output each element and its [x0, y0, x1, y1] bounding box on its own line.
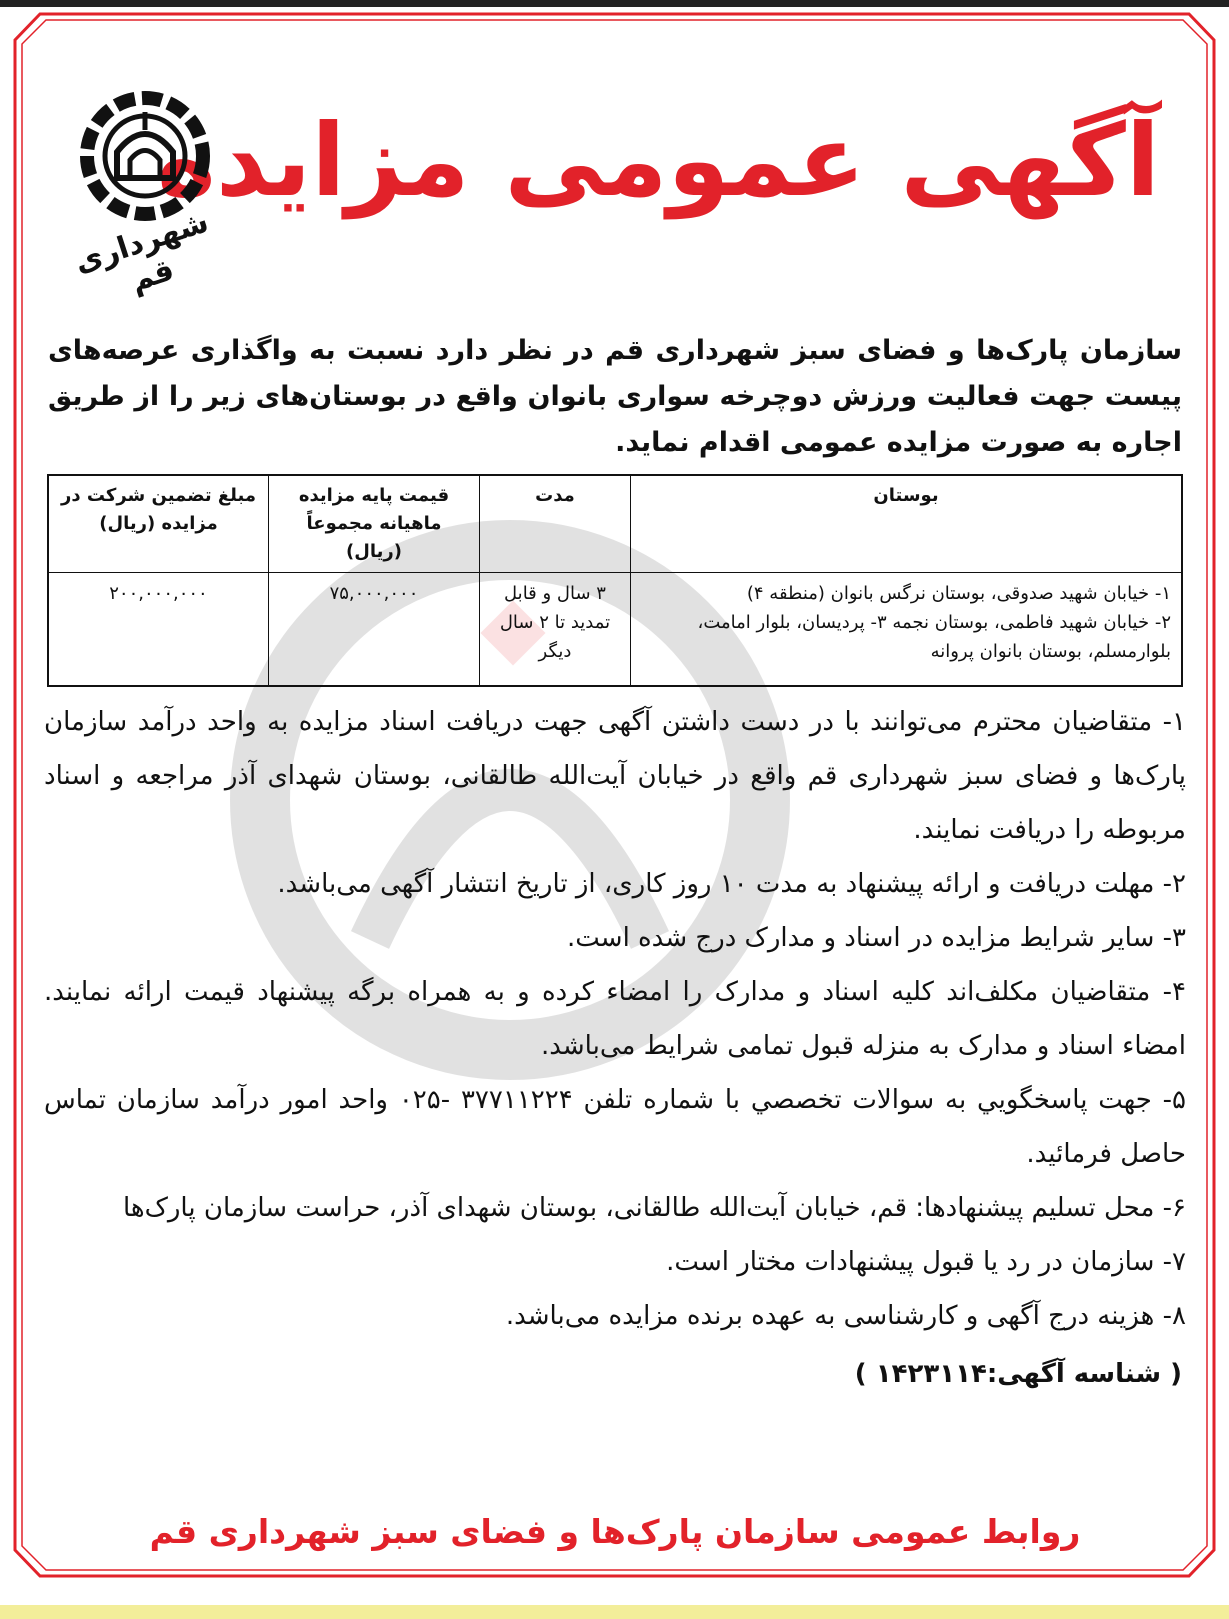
intro-paragraph: سازمان پارک‌ها و فضای سبز شهرداری قم در نظر دارد نسبت به واگذاری عرصه‌های پیست جهت فعالیت ورزش دوچرخه سواری بانوان واقع در بوستان‌های زیر را از طریق اجاره به صورت مزایده عمومی اقدام نماید.	[48, 335, 1182, 458]
header-base-price: قیمت پایه مزایده ماهیانه مجموعاً (ریال)	[269, 475, 480, 573]
list-item: ۱- متقاضیان محترم می‌توانند با در دست داشتن آگهی جهت دریافت اسناد مزایده به واحد درآمد سازمان پارک‌ها و فضای سبز شهرداری قم واقع در خیابان آیت‌الله طالقانی، بوستان شهدای آذر مراجعه و اسناد مربوطه را دریافت نمایند.	[44, 707, 1186, 845]
list-item: ۳- سایر شرایط مزایده در اسناد و مدارک درج شده است.	[566, 923, 1186, 953]
list-item: ۷- سازمان در رد یا قبول پیشنهادات مختار است.	[666, 1247, 1186, 1277]
conditions-list	[44, 695, 1186, 1343]
list-item: ۲- مهلت دریافت و ارائه پیشنهاد به مدت ۱۰ روز کاری، از تاریخ انتشار آگهی می‌باشد.	[277, 869, 1186, 899]
cell-parks	[631, 573, 1183, 687]
bottom-rule	[0, 1605, 1229, 1619]
header-duration: مدت	[480, 475, 631, 573]
ad-identifier: ( شناسه آگهی:۱۴۲۳۱۱۴ )	[854, 1359, 1182, 1389]
header	[40, 28, 1190, 328]
header-park: بوستان	[631, 475, 1183, 573]
park-line: ۲- خیابان شهید فاطمی، بوستان نجمه ۳- پردیسان، بلوار امامت، بلوارمسلم، بوستان بانوان پروانه	[697, 612, 1171, 662]
cell-duration: ۳ سال و قابل تمدید تا ۲ سال دیگر	[480, 573, 631, 687]
footer-signature: روابط عمومی سازمان پارک‌ها و فضای سبز شهرداری قم	[149, 1512, 1081, 1551]
table-header-row	[48, 475, 1182, 573]
list-item: ۶- محل تسلیم پیشنهادها: قم، خیابان آیت‌الله طالقانی، بوستان شهدای آذر، حراست سازمان پارک‌ها	[122, 1193, 1186, 1223]
list-item: ۸- هزینه درج آگهی و کارشناسی به عهده برنده مزایده می‌باشد.	[505, 1301, 1186, 1331]
header-guarantee: مبلغ تضمین شرکت در مزایده (ریال)	[48, 475, 269, 573]
list-item: ۵- جهت پاسخگويي به سوالات تخصصي با شماره تلفن ۳۷۷۱۱۲۲۴ -۰۲۵ واحد امور درآمد سازمان تماس حاصل فرمائید.	[44, 1085, 1187, 1169]
auction-table	[47, 474, 1183, 687]
cell-guarantee: ۲۰۰,۰۰۰,۰۰۰	[48, 573, 269, 687]
logo-caption: شهرداری قم	[70, 204, 213, 299]
table-row	[48, 573, 1182, 687]
logo	[62, 86, 232, 299]
ad-content	[40, 28, 1190, 1399]
cell-base-price: ۷۵,۰۰۰,۰۰۰	[269, 573, 480, 687]
ad-title: آگهی عمومی مزایده	[156, 102, 1160, 219]
park-line: ۱- خیابان شهید صدوقی، بوستان نرگس بانوان (منطقه ۴)	[746, 583, 1171, 604]
list-item: ۴- متقاضیان مکلف‌اند کلیه اسناد و مدارک را امضاء کرده و به همراه برگه پیشنهاد قیمت ارائه نمایند. امضاء اسناد و مدارک به منزله قبول تمامی شرایط می‌باشد.	[44, 977, 1186, 1061]
